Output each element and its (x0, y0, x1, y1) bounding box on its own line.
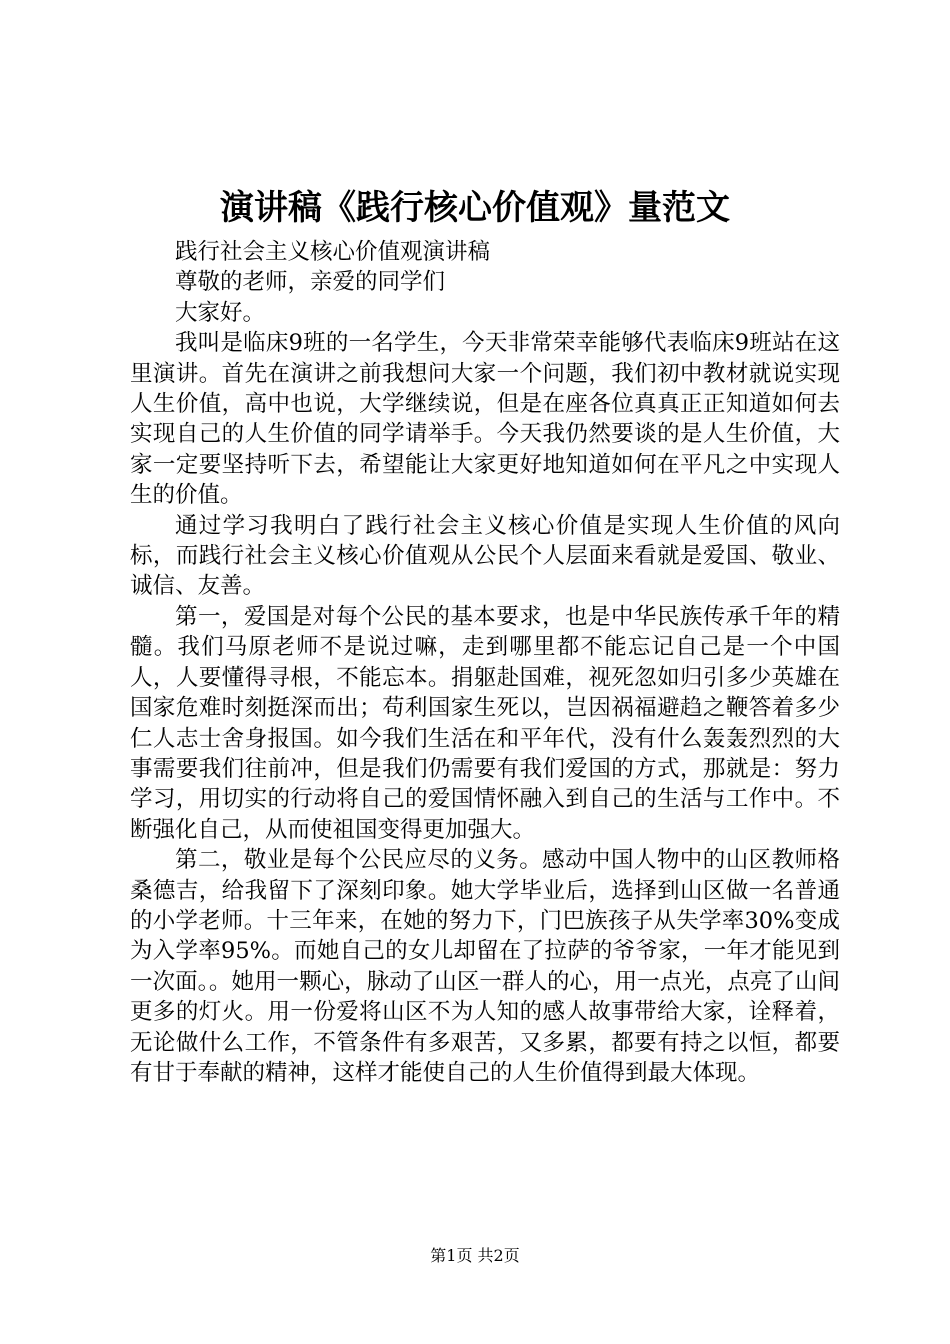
paragraph-introduction: 我叫是临床9班的一名学生，今天非常荣幸能够代表临床9班站在这里演讲。首先在演讲之前我想问大家一个问题，我们初中教材就说实现人生价值，高中也说，大学继续说，但是在座各位真真正正知道如何去实现自己的人生价值的同学请举手。今天我仍然要谈的是人生价值，大家一定要坚持听下去，希望能让大家更好地知道如何在平凡之中实现人生的价值。 (130, 330, 840, 509)
page-title: 演讲稿《践行核心价值观》量范文 (220, 188, 730, 228)
paragraph-values: 通过学习我明白了践行社会主义核心价值是实现人生价值的风向标，而践行社会主义核心价值观从公民个人层面来看就是爱国、敬业、诚信、友善。 (130, 512, 840, 600)
paragraph-patriotism: 第一，爱国是对每个公民的基本要求，也是中华民族传承千年的精髓。我们马原老师不是说过嘛，走到哪里都不能忘记自己是一个中国人，人要懂得寻根，不能忘本。捐躯赴国难，视死忽如归引多少英雄在国家危难时刻挺深而出；苟利国家生死以，岂因祸福避趋之鞭答着多少仁人志士舍身报国。如今我们生活在和平年代，没有什么轰轰烈烈的大事需要我们往前冲，但是我们仍需要有我们爱国的方式，那就是：努力学习，用切实的行动将自己的爱国情怀融入到自己的生活与工作中。不断强化自己，从而使祖国变得更加强大。 (130, 603, 840, 843)
paragraph-greeting: 大家好。 (175, 299, 266, 326)
paragraph-subtitle: 践行社会主义核心价值观演讲稿 (175, 239, 491, 265)
document-body (130, 237, 840, 1088)
paragraph-salutation: 尊敬的老师，亲爱的同学们 (175, 269, 446, 296)
paragraph-dedication: 第二，敬业是每个公民应尽的义务。感动中国人物中的山区教师格桑德吉，给我留下了深刻印象。她大学毕业后，选择到山区做一名普通的小学老师。十三年来，在她的努力下，门巴族孩子从失学率30%变成为入学率95%。而她自己的女儿却留在了拉萨的爷爷家，一年才能见到一次面。。她用一颗心，脉动了山区一群人的心，用一点光，点亮了山间更多的灯火。用一份爱将山区不为人知的感人故事带给大家，诠释着，无论做什么工作，不管条件有多艰苦，又多累，都要有持之以恒，都要有甘于奉献的精神，这样才能使自己的人生价值得到最大体现。 (130, 847, 840, 1086)
page-number-footer: 第1页 共2页 (430, 1246, 520, 1265)
